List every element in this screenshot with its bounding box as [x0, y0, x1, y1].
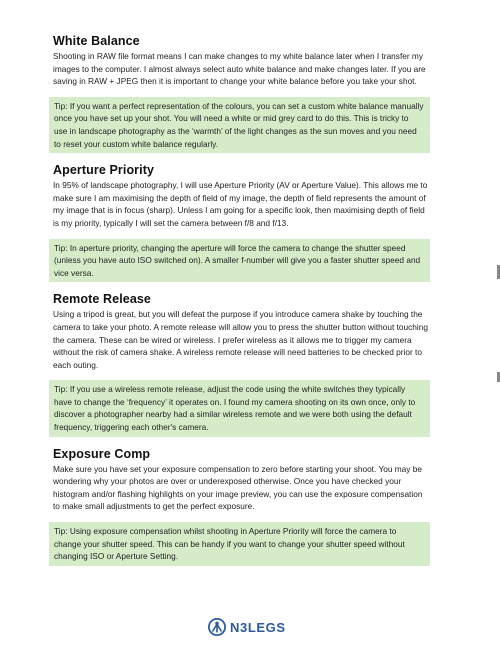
tip-box: Tip: Using exposure compensation whilst shooting in Aperture Priority will force the camera to change your shutter speed. This can be handy if you want to change your shutter speed without changing ISO or Aperture Setting. [49, 522, 430, 566]
section-body: In 95% of landscape photography, I will use Aperture Priority (AV or Aperture Value). This allows me to make sure I am maximising the depth of field of my image, the depth of field represents the amount of my image that is in focus (sharp). Unless I am going for a specific look, then maximising depth of field is my priority, typically I will set the camera between f/8 and f/13. [53, 180, 428, 228]
section-heading: Remote Release [53, 292, 151, 307]
section-heading: Aperture Priority [53, 163, 155, 178]
brand-name: N3LEGS [230, 619, 286, 635]
tripod-logo-icon [208, 618, 226, 636]
section-heading: Exposure Comp [53, 446, 151, 461]
brand-logo [208, 618, 286, 636]
section-heading: White Balance [53, 34, 140, 48]
document-content [51, 34, 431, 576]
section-exposure-comp [51, 447, 431, 566]
tip-box: Tip: If you want a perfect representation of the colours, you can set a custom white balance manually once you have set up your shot. You will need a white or mid grey card to do this. This is tricky to use in landscape photography as the ‘warmth’ of the light changes as the sun moves and you need to reset your custom white balance regularly. [49, 97, 430, 153]
section-remote-release [51, 292, 431, 436]
section-body: Shooting in RAW file format means I can make changes to my white balance later when I transfer my images to the computer. I almost always select auto white balance and make changes later. If you are saving in RAW + JPEG then it is important to change your white balance before you take your shot. [53, 51, 426, 87]
section-aperture-priority [51, 163, 431, 282]
section-body: Using a tripod is great, but you will defeat the purpose if you introduce camera shake by touching the camera to take your photo. A remote release will allow you to press the shutter button without touching the camera. These can be wired or wireless. I prefer wireless as it allows me to trigger my camera without the risk of camera shake. A wireless remote release will need batteries to be checked prior to each outing. [53, 309, 428, 370]
section-body: Make sure you have set your exposure compensation to zero before starting your shoot. You may be wondering why your photos are over or underexposed otherwise. Once you have checked your histogram and/or flashing highlights on your image preview, you can use the exposure compensation to make small adjustments to get the perfect exposure. [53, 463, 423, 512]
section-white-balance [51, 34, 431, 153]
tip-box: Tip: In aperture priority, changing the aperture will force the camera to change the shutter speed (unless you have auto ISO switched on). A smaller f-number will give you a faster shutter speed and vice versa. [49, 239, 430, 283]
tip-box: Tip: If you use a wireless remote release, adjust the code using the white switches they typically have to change the ‘frequency’ it operates on. I found my camera shooting on its own once, only to discover a photographer nearby had a similar wireless remote and we were both using the default frequency, triggering each other's camera. [49, 380, 430, 436]
